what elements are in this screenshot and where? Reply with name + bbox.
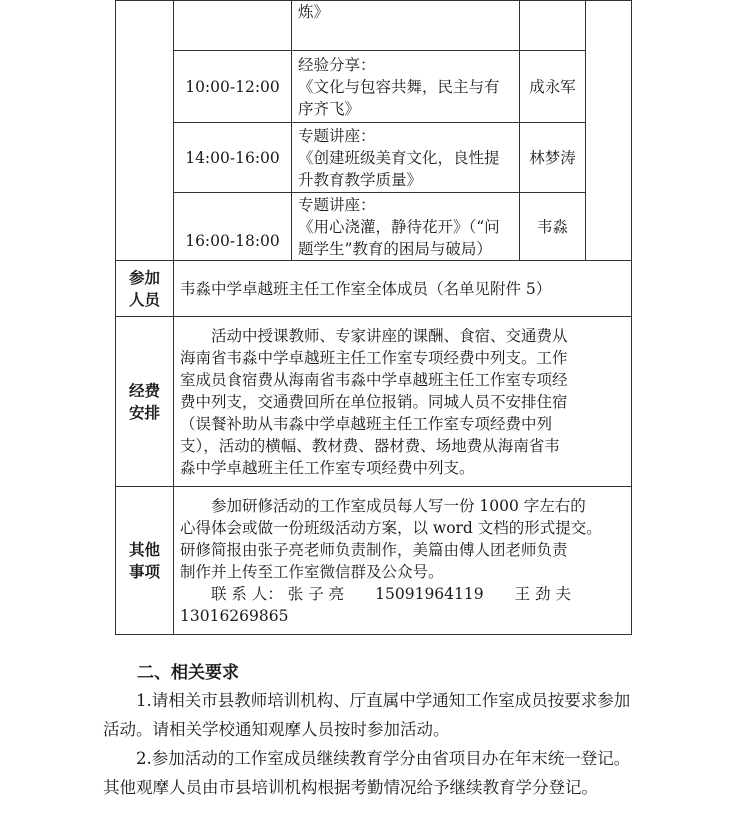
table-row-other bbox=[116, 487, 632, 635]
expenses-label: 经费 安排 bbox=[116, 317, 174, 487]
topic-line: 经验分享： bbox=[298, 55, 376, 74]
text-line: 室成员食宿费从海南省韦淼中学卓越班主任工作室专项经 bbox=[180, 370, 568, 389]
table-row-expenses bbox=[116, 317, 632, 487]
contact-phone: 13016269865 bbox=[180, 606, 289, 625]
table-row bbox=[116, 51, 632, 123]
time-cell: 16:00-18:00 bbox=[174, 193, 292, 261]
activity-schedule-table bbox=[115, 0, 632, 635]
text-line: 活动中授课教师、专家讲座的课酬、食宿、交通费从 bbox=[211, 326, 568, 345]
text-line: （误餐补助从韦淼中学卓越班主任工作室专项经费中列 bbox=[180, 414, 553, 433]
section-heading: 二、相关要求 bbox=[137, 663, 239, 683]
text-line: 费中列支，交通费回所在单位报销。同城人员不安排住宿 bbox=[180, 392, 568, 411]
table-row bbox=[116, 123, 632, 193]
text-line: 参加研修活动的工作室成员每人写一份 1000 字左右的 bbox=[211, 496, 586, 515]
topic-cell bbox=[292, 123, 520, 193]
requirement-paragraph-2: 2.参加活动的工作室成员继续教育学分由省项目办在年末统一登记。其他观摩人员由市县培训机构根据考勤情况给予继续教育学分登记。 bbox=[103, 749, 631, 797]
time-cell: 14:00-16:00 bbox=[174, 123, 292, 193]
topic-line: 专题讲座： bbox=[298, 195, 376, 214]
text-line: 淼中学卓越班主任工作室专项经费中列支。 bbox=[180, 458, 475, 477]
speaker-cell: 韦淼 bbox=[520, 193, 586, 261]
other-value bbox=[174, 487, 632, 635]
participants-label: 参加 人员 bbox=[116, 261, 174, 317]
blank-cell bbox=[586, 1, 632, 261]
text-line: 制作并上传至工作室微信群及公众号。 bbox=[180, 562, 444, 581]
time-cell bbox=[174, 1, 292, 51]
topic-line: 升教育教学质量》 bbox=[298, 170, 423, 189]
text-line: 支），活动的横幅、教材费、器材费、场地费从海南省韦 bbox=[180, 436, 560, 455]
text-line: 研修简报由张子亮老师负责制作，美篇由傅人团老师负责 bbox=[180, 540, 568, 559]
topic-line: 《用心浇灌，静待花开》（“问 bbox=[298, 217, 500, 236]
contact-line: 联 系 人： 张 子 亮 15091964119 王 劲 夫 bbox=[211, 584, 571, 603]
topic-line: 专题讲座： bbox=[298, 126, 376, 145]
topic-line: 《创建班级美育文化，良性提 bbox=[298, 148, 500, 167]
topic-line: 题学生”教育的困局与破局） bbox=[298, 239, 492, 258]
topic-cell bbox=[292, 1, 520, 51]
other-label: 其他 事项 bbox=[116, 487, 174, 635]
table-row bbox=[116, 193, 632, 261]
speaker-cell: 林梦涛 bbox=[520, 123, 586, 193]
topic-cell bbox=[292, 51, 520, 123]
schedule-label-cell bbox=[116, 1, 174, 261]
speaker-cell: 成永军 bbox=[520, 51, 586, 123]
participants-value: 韦淼中学卓越班主任工作室全体成员（名单见附件 5） bbox=[174, 261, 632, 317]
text-line: 心得体会或做一份班级活动方案，以 word 文档的形式提交。 bbox=[180, 518, 602, 537]
speaker-cell bbox=[520, 1, 586, 51]
table-row-participants bbox=[116, 261, 632, 317]
requirement-paragraph-1: 1.请相关市县教师培训机构、厅直属中学通知工作室成员按要求参加活动。请相关学校通知观摩人员按时参加活动。 bbox=[103, 691, 631, 739]
topic-line: 炼》 bbox=[298, 3, 330, 21]
table-row bbox=[116, 1, 632, 51]
expenses-value bbox=[174, 317, 632, 487]
topic-cell bbox=[292, 193, 520, 261]
time-cell: 10:00-12:00 bbox=[174, 51, 292, 123]
topic-line: 《文化与包容共舞，民主与有 bbox=[298, 77, 500, 96]
text-line: 海南省韦淼中学卓越班主任工作室专项经费中列支。工作 bbox=[180, 348, 568, 367]
topic-line: 序齐飞》 bbox=[298, 99, 361, 118]
